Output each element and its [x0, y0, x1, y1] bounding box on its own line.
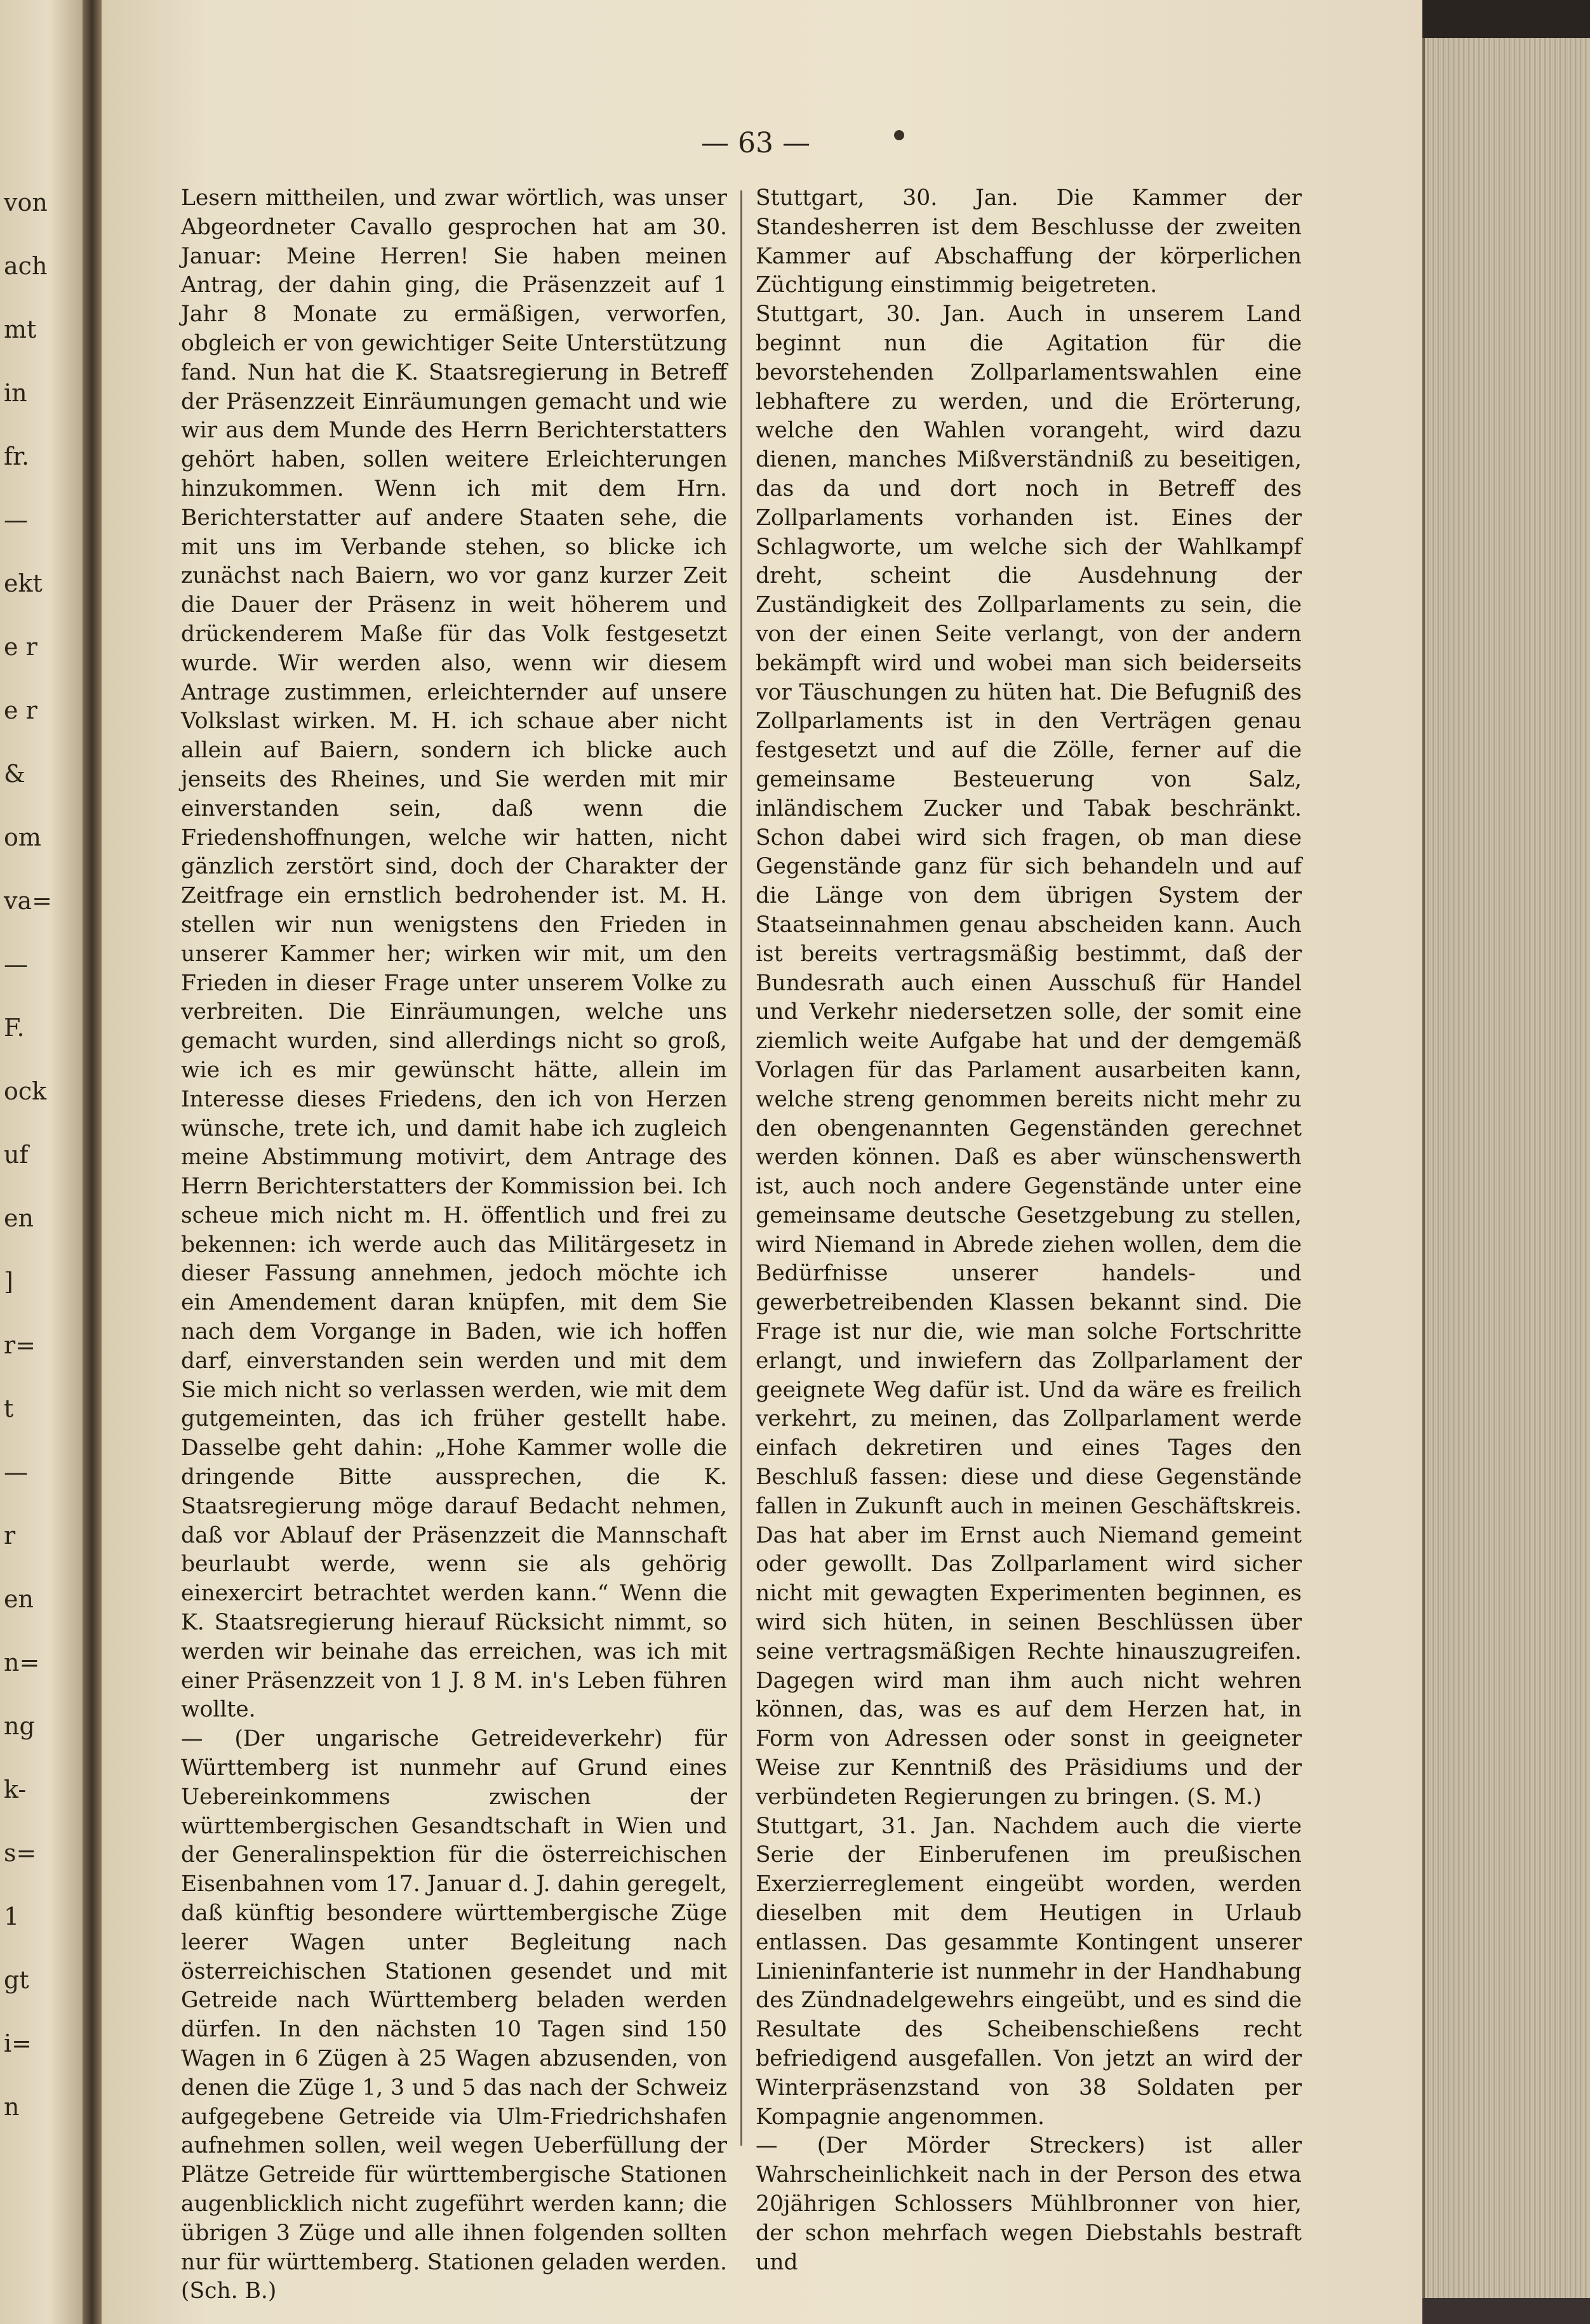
left-page-fragment: — — [4, 950, 28, 978]
left-page-fragment: k- — [4, 1776, 27, 1803]
book-gutter — [83, 0, 102, 2324]
left-page-fragment: gt — [4, 1966, 29, 1994]
left-page-fragment: F. — [4, 1014, 25, 1042]
left-page-fragment: r= — [4, 1331, 36, 1359]
left-page-fragment: mt — [4, 315, 37, 343]
left-page-fragment: n — [4, 2093, 20, 2121]
page-stack-shadow — [1422, 0, 1590, 38]
left-page-fragment: n= — [4, 1649, 40, 1677]
page-stack-edges — [1422, 38, 1590, 2298]
column-divider — [740, 190, 742, 2146]
left-page-fragment: ekt — [4, 569, 43, 597]
left-page-fragment: ach — [4, 252, 48, 280]
left-page-fragment: en — [4, 1204, 34, 1232]
left-paragraph-getreide: — (Der ungarische Getreideverkehr) für Württemberg ist nunmehr auf Grund eines Uebereinkommens zwischen der württembergischen Gesandtschaft in Wien und der Generalinspektion für die österreichischen Eisenbahnen vom 17. Januar d. J. dahin geregelt, daß künftig besondere württembergische Züge leerer Wagen unter Begleitung nach österreichischen Stationen gesendet und mit Getreide nach Württemberg beladen werden dürfen. In den nächsten 10 Tagen sind 150 Wagen in 6 Zügen à 25 Wagen abzusenden, von denen die Züge 1, 3 und 5 das nach der Schweiz aufgegebene Getreide via Ulm-Friedrichshafen aufnehmen sollen, weil wegen Ueberfüllung der Plätze Getreide für württembergische Stationen augenblicklich nicht zugeführt werden kann; die übrigen 3 Züge und alle ihnen folgenden sollten nur für württemberg. Stationen geladen werden. (Sch. B.) — [181, 1726, 727, 2304]
left-page-fragment: ] — [4, 1268, 13, 1296]
right-column — [756, 184, 1302, 2277]
right-paragraph-moerder: — (Der Mörder Streckers) ist aller Wahrscheinlichkeit nach in der Person des etwa 20jährigen Schlossers Mühlbronner von hier, der schon mehrfach wegen Diebstahls bestraft und — [756, 2133, 1302, 2275]
page-number: — 63 — — [701, 127, 810, 159]
left-page-fragment: uf — [4, 1141, 29, 1169]
left-page-fragment: ock — [4, 1077, 47, 1105]
left-page-fragment: en — [4, 1585, 34, 1613]
left-page-fragment: t — [4, 1395, 14, 1423]
left-column — [181, 184, 727, 2306]
left-page-fragment: r — [4, 1522, 16, 1550]
ink-dot — [894, 130, 904, 140]
left-page-edge — [0, 0, 83, 2324]
left-page-fragment: in — [4, 379, 27, 407]
right-paragraph-urlaub: Stuttgart, 31. Jan. Nachdem auch die vierte Serie der Einberufenen im preußischen Exerzierreglement eingeübt worden, werden dieselben mit dem Heutigen in Urlaub entlassen. Das gesammte Kontingent unserer Linieninfanterie ist nunmehr in der Handhabung des Zündnadelgewehrs eingeübt, und es sind die Resultate des Scheibenschießens recht befriedigend ausgefallen. Von jetzt an wird der Winterpräsenzstand von 38 Soldaten per Kompagnie angenommen. — [756, 1813, 1302, 2130]
left-paragraph-speech: Lesern mittheilen, und zwar wörtlich, was unser Abgeordneter Cavallo gesprochen hat am 30. Januar: Meine Herren! Sie haben meinen Antrag, der dahin ging, die Präsenzzeit auf 1 Jahr 8 Monate zu ermäßigen, verworfen, obgleich er von gewichtiger Seite Unterstützung fand. Nun hat die K. Staatsregierung in Betreff der Präsenzzeit Einräumungen gemacht und wie wir aus dem Munde des Herrn Berichterstatters gehört haben, sollen weitere Erleichterungen hinzukommen. Wenn ich mit dem Hrn. Berichterstatter auf andere Staaten sehe, die mit uns im Verbande stehen, so blicke ich zunächst nach Baiern, wo vor ganz kurzer Zeit die Dauer der Präsenz in weit höherem und drückenderem Maße für das Volk festgesetzt wurde. Wir werden also, wenn wir diesem Antrage zustimmen, erleichternder auf unsere Volkslast wirken. M. H. ich schaue aber nicht allein auf Baiern, sondern ich blicke auch jenseits des Rheines, und Sie werden mit mir einverstanden sein, daß wenn die Friedenshoffnungen, welche wir hatten, nicht gänzlich zerstört sind, doch der Charakter der Zeitfrage ein ernstlich bedrohender ist. M. H. stellen wir nun wenigstens den Frieden in unserer Kammer her; wirken wir mit, um den Frieden in dieser Frage unter unserem Volke zu verbreiten. Die Einräumungen, welche uns gemacht wurden, sind allerdings nicht so groß, wie ich es mir gewünscht hätte, allein im Interesse dieses Friedens, den ich von Herzen wünsche, trete ich, und damit habe ich zugleich meine Abstimmung motivirt, dem Antrage des Herrn Berichterstatters der Kommission bei. Ich scheue mich nicht m. H. öffentlich und frei zu bekennen: ich werde auch das Militärgesetz in dieser Fassung annehmen, jedoch möchte ich ein Amendement daran knüpfen, mit dem Sie nach dem Vorgange in Baden, wie ich hoffen darf, einverstanden sein werden und mit dem Sie mich nicht so verlassen werden, wie mit dem gutgemeinten, das ich früher gestellt habe. Dasselbe geht dahin: „Hohe Kammer wolle die dringende Bitte aussprechen, die K. Staatsregierung möge darauf Bedacht nehmen, daß vor Ablauf der Präsenzzeit die Mannschaft beurlaubt werde, wenn sie als gehörig einexercirt betrachtet werden kann.“ Wenn die K. Staatsregierung hierauf Rücksicht nimmt, so werden wir beinahe das erreichen, was ich mit einer Präsenzzeit von 1 J. 8 M. in's Leben führen wollte. — [181, 185, 727, 1723]
left-page-fragment: s= — [4, 1839, 37, 1867]
left-page-fragment: & — [4, 760, 25, 788]
left-page-fragment: ng — [4, 1712, 35, 1740]
left-page-fragment: — — [4, 506, 28, 534]
left-page-fragment: fr. — [4, 442, 30, 470]
left-page-fragment: va= — [4, 887, 52, 915]
left-page-fragment: e r — [4, 696, 37, 724]
left-page-fragment: 1 — [4, 1902, 20, 1930]
left-page-fragment: von — [4, 189, 48, 216]
right-paragraph-standesherren: Stuttgart, 30. Jan. Die Kammer der Standesherren ist dem Beschlusse der zweiten Kammer auf Abschaffung der körperlichen Züchtigung einstimmig beigetreten. — [756, 185, 1302, 298]
left-page-fragment: i= — [4, 2029, 32, 2057]
right-paragraph-zollparlament: Stuttgart, 30. Jan. Auch in unserem Land beginnt nun die Agitation für die bevorstehenden Zollparlamentswahlen eine lebhaftere zu werden, und die Erörterung, welche den Wahlen vorangeht, wird dazu dienen, manches Mißverständniß zu beseitigen, das da und dort noch in Betreff des Zollparlaments vorhanden ist. Eines der Schlagworte, um welche sich der Wahlkampf dreht, scheint die Ausdehnung der Zuständigkeit des Zollparlaments zu sein, die von der einen Seite verlangt, von der andern bekämpft wird und wobei man sich beiderseits vor Täuschungen zu hüten hat. Die Befugniß des Zollparlaments ist in den Verträgen genau festgesetzt und auf die Zölle, ferner auf die gemeinsame Besteuerung von Salz, inländischem Zucker und Tabak beschränkt. Schon dabei wird sich fragen, ob man diese Gegenstände ganz für sich behandeln und auf die Länge von dem übrigen System der Staatseinnahmen genau abscheiden kann. Auch ist bereits vertragsmäßig bestimmt, daß der Bundesrath auch einen Ausschuß für Handel und Verkehr niedersetzen solle, der somit eine ziemlich weite Aufgabe hat und der demgemäß Vorlagen für das Parlament ausarbeiten kann, welche streng genommen bereits nicht mehr zu den obengenannten Gegenständen gerechnet werden können. Daß es aber wünschenswerth ist, auch noch andere Gegenstände unter eine gemeinsame deutsche Gesetzgebung zu stellen, wird Niemand in Abrede ziehen wollen, dem die Bedürfnisse unserer handels- und gewerbetreibenden Klassen bekannt sind. Die Frage ist nur die, wie man solche Fortschritte erlangt, und inwiefern das Zollparlament der geeignete Weg dafür ist. Und da wäre es freilich verkehrt, zu meinen, das Zollparlament werde einfach dekretiren und eines Tages den Beschluß fassen: diese und diese Gegenstände fallen in Zukunft auch in meinen Geschäftskreis. Das hat aber im Ernst auch Niemand gemeint oder gewollt. Das Zollparlament wird sicher nicht mit gewagten Experimenten beginnen, es wird sich hüten, in seinen Beschlüssen über seine vertragsmäßigen Rechte hinauszugreifen. Dagegen wird man ihm auch nicht wehren können, das, was es auf dem Herzen hat, in Form von Adressen oder sonst in geeigneter Weise zur Kenntniß des Präsidiums und der verbündeten Regierungen zu bringen. (S. M.) — [756, 302, 1302, 1810]
left-page-fragment: — — [4, 1458, 28, 1486]
left-page-fragment: om — [4, 823, 41, 851]
left-page-fragment: e r — [4, 633, 37, 661]
